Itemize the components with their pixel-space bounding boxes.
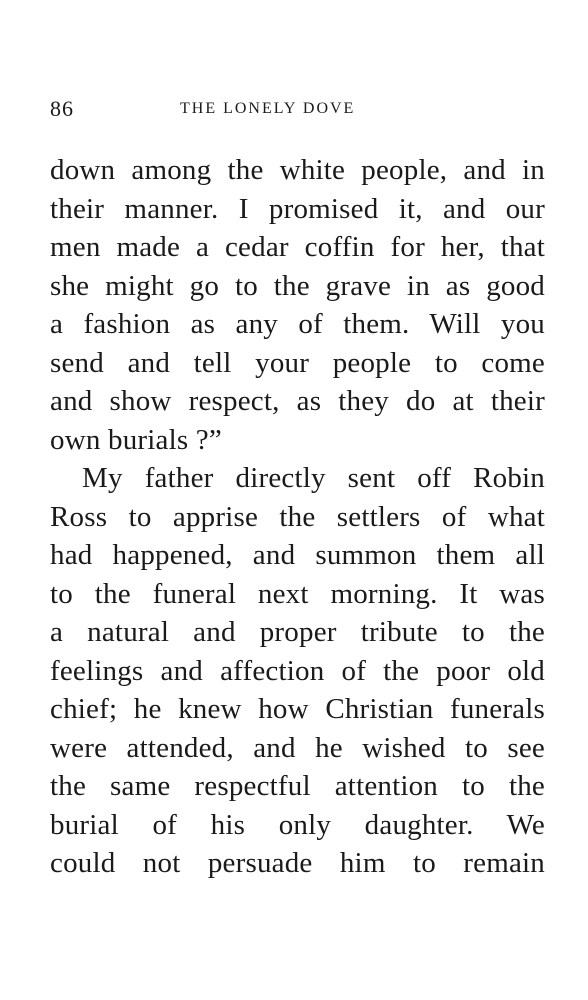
page-header	[50, 96, 550, 126]
page-number: 86	[50, 96, 74, 121]
running-title: THE LONELY DOVE	[180, 100, 356, 117]
text-line: send and tell your people to come	[50, 346, 545, 379]
text-line: and show respect, as they do at their	[50, 385, 545, 417]
text-line: were attended, and he wished to see	[50, 731, 545, 764]
text-line: she might go to the grave in as good	[50, 269, 545, 302]
text-line: Ross to apprise the settlers of what	[50, 500, 545, 533]
text-line: to the funeral next morning. It was	[50, 577, 545, 610]
text-line: a fashion as any of them. Will you	[50, 308, 545, 340]
text-line: men made a cedar coffin for her, that	[50, 231, 545, 263]
text-line: down among the white people, and in	[50, 154, 545, 186]
text-line: feelings and affection of the poor old	[50, 654, 545, 687]
paragraph-first-line: My father directly sent off Robin	[82, 462, 545, 494]
text-line: burial of his only daughter. We	[50, 808, 545, 841]
text-line: chief; he knew how Christian funerals	[50, 693, 545, 725]
text-line: a natural and proper tribute to the	[50, 616, 545, 648]
text-line: own burials ?”	[50, 423, 222, 456]
text-line: had happened, and summon them all	[50, 539, 545, 571]
text-line: their manner. I promised it, and our	[50, 192, 545, 225]
text-line: the same respectful attention to the	[50, 770, 545, 802]
text-line: could not persuade him to remain	[50, 847, 545, 879]
body-text	[50, 151, 545, 883]
